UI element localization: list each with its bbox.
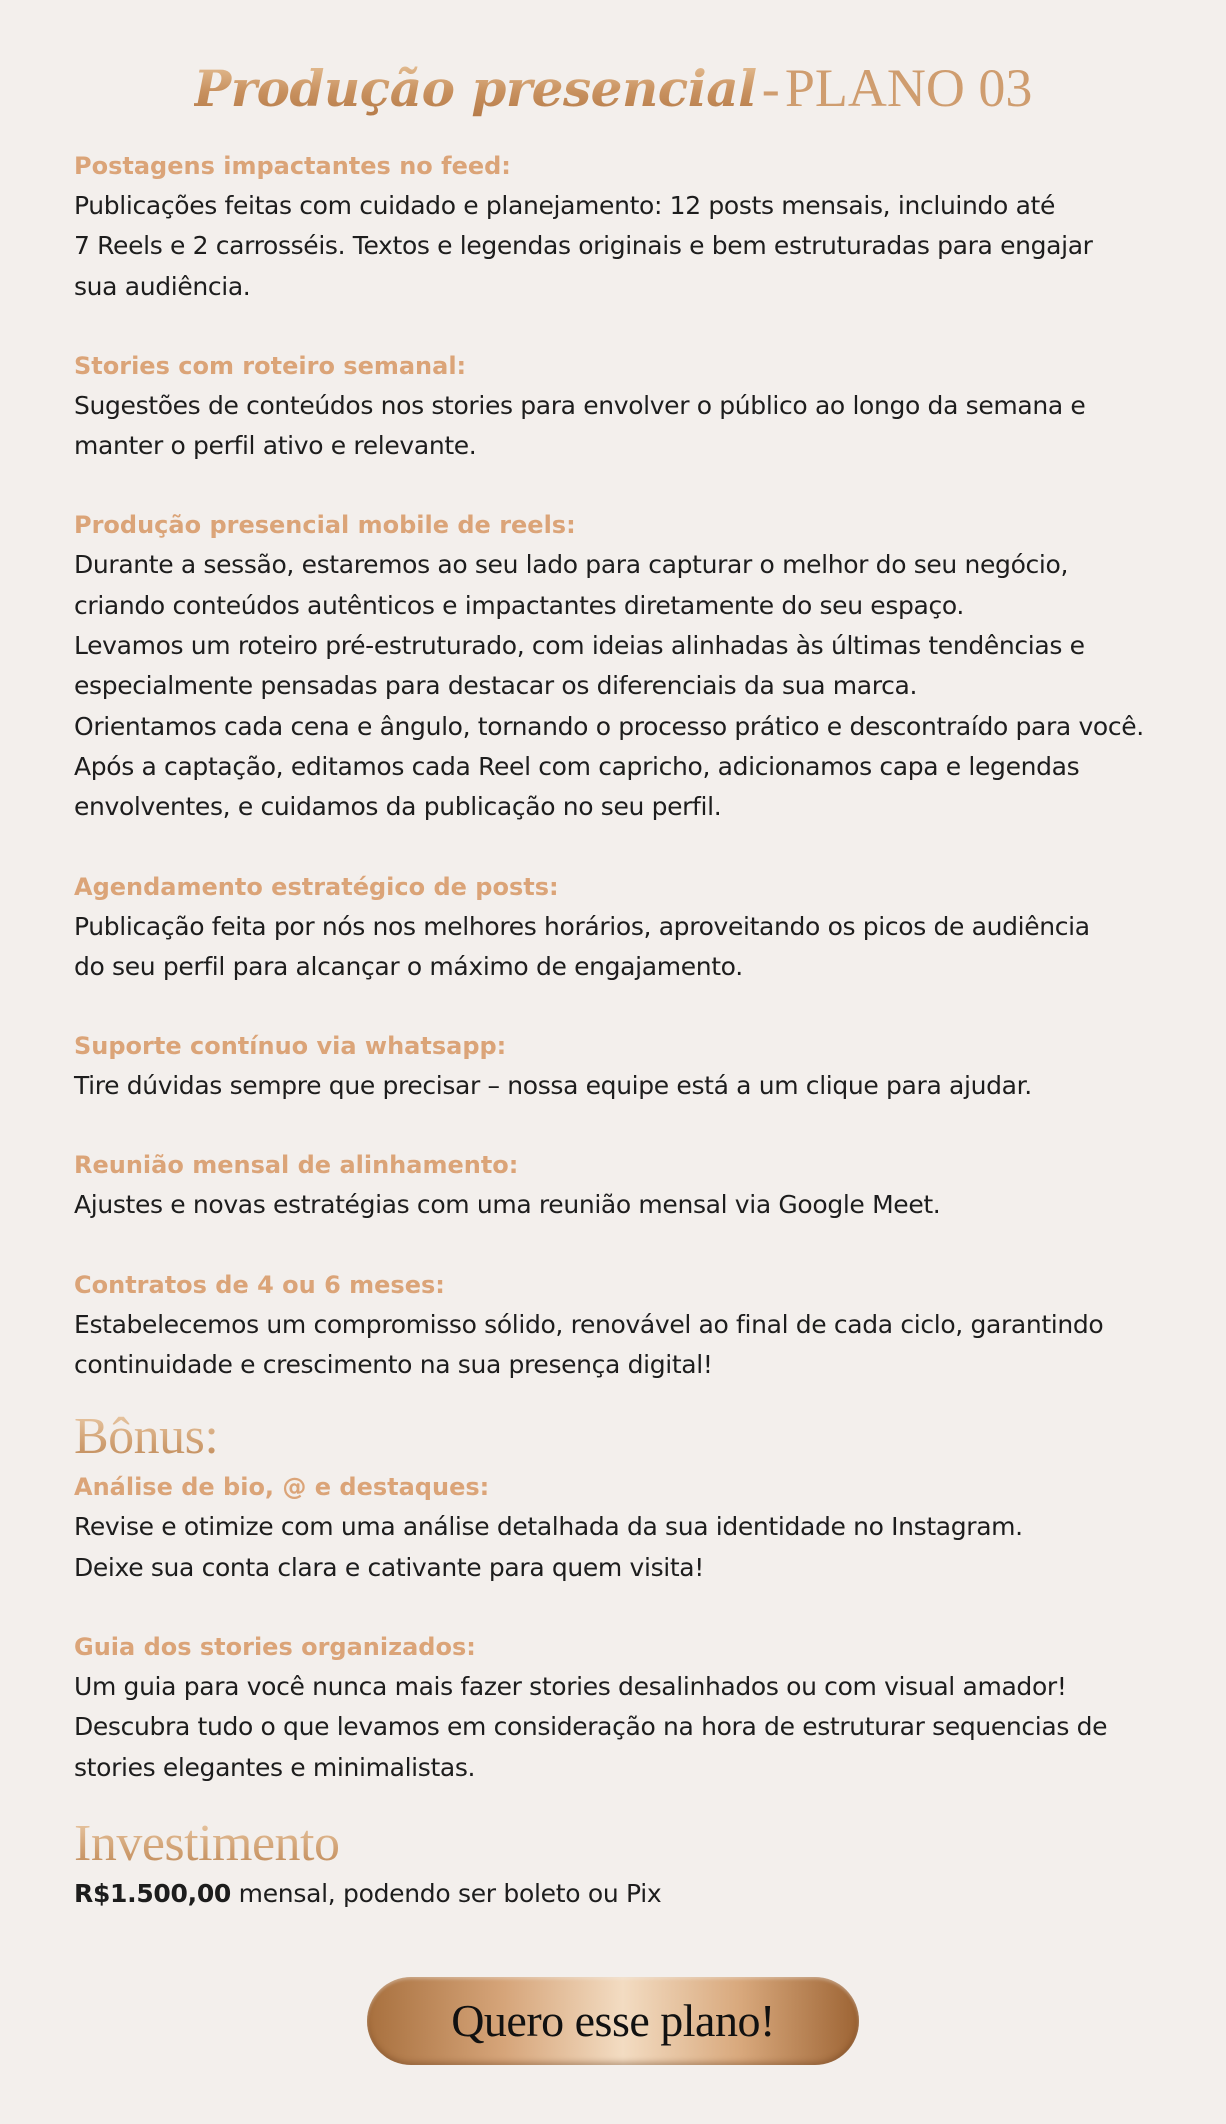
section-reels-production [74,505,1152,827]
section-heading: Produção presencial mobile de reels: [74,511,576,540]
section-stories-guide [74,1627,1152,1788]
section-text-line: Um guia para você nunca mais fazer stories desalinhados ou com visual amador! [74,1671,1067,1701]
section-heading: Contratos de 4 ou 6 meses: [74,1270,445,1299]
bonus-label: Bônus: [74,1407,1152,1467]
section-text-line: especialmente pensadas para destacar os diferenciais da sua marca. [74,671,918,701]
section-text-line: Publicações feitas com cuidado e planejamento: 12 posts mensais, incluindo até [74,191,1056,220]
section-text-line: 7 Reels e 2 carrosséis. Textos e legendas originais e bem estruturadas para engajar [74,231,1093,261]
section-text-line: Orientamos cada cena e ângulo, tornando o processo prático e descontraído para você. [74,711,1144,741]
investment-label: Investimento [74,1814,1152,1874]
title-separator: - [761,58,780,118]
section-text-line: stories elegantes e minimalistas. [74,1752,476,1782]
section-text-line: Publicação feita por nós nos melhores horários, aproveitando os picos de audiência [74,911,1090,941]
section-heading: Suporte contínuo via whatsapp: [74,1032,507,1061]
section-stories [74,346,1152,467]
section-text-line: do seu perfil para alcançar o máximo de engajamento. [74,951,743,981]
title-plan: PLANO 03 [784,58,1033,118]
section-text-line: Sugestões de conteúdos nos stories para envolver o público ao longo da semana e [74,390,1086,420]
section-contracts [74,1265,1152,1386]
section-heading: Reunião mensal de alinhamento: [74,1151,519,1180]
section-heading: Análise de bio, @ e destaques: [74,1473,490,1502]
section-text-line: Ajustes e novas estratégias com uma reunião mensal via Google Meet. [74,1190,941,1220]
section-text-line: Descubra tudo o que levamos em consideração na hora de estruturar sequencias de [74,1712,1108,1742]
section-text-line: Durante a sessão, estaremos ao seu lado para capturar o melhor do seu negócio, [74,550,1069,580]
section-text-line: Revise e otimize com uma análise detalhada da sua identidade no Instagram. [74,1512,1023,1542]
section-text-line: Deixe sua conta clara e cativante para quem visita! [74,1552,704,1582]
choose-plan-button[interactable]: Quero esse plano! [367,1977,859,2065]
cta-wrapper [0,1977,1226,2067]
price-value: R$1.500,00 [74,1878,232,1908]
section-heading: Agendamento estratégico de posts: [74,872,559,901]
section-text-line: sua audiência. [74,271,251,301]
section-scheduling [74,867,1152,988]
section-text-line: manter o perfil ativo e relevante. [74,431,477,461]
section-heading: Postagens impactantes no feed: [74,152,511,180]
section-text-line: Tire dúvidas sempre que precisar – nossa equipe está a um clique para ajudar. [74,1071,1032,1101]
section-text-line: criando conteúdos autênticos e impactantes diretamente do seu espaço. [74,590,964,620]
section-text-line: continuidade e crescimento na sua presença digital! [74,1350,713,1380]
section-whatsapp-support [74,1026,1152,1106]
section-text-line: envolventes, e cuidamos da publicação no seu perfil. [74,792,722,822]
section-text-line: Após a captação, editamos cada Reel com capricho, adicionamos capa e legendas [74,751,1080,781]
price-details: mensal, podendo ser boleto ou Pix [231,1878,662,1908]
section-bio-analysis [74,1467,1152,1588]
section-monthly-meeting [74,1145,1152,1225]
section-heading: Stories com roteiro semanal: [74,351,467,380]
page-title [74,52,1152,124]
section-heading: Guia dos stories organizados: [74,1632,476,1661]
section-feed-posts [74,146,1152,307]
section-text-line: Levamos um roteiro pré-estruturado, com ideias alinhadas às últimas tendências e [74,631,1085,661]
price-row [74,1874,1152,1914]
title-main: Produção presencial [193,59,757,118]
section-text-line: Estabelecemos um compromisso sólido, renovável ao final de cada ciclo, garantindo [74,1309,1104,1339]
